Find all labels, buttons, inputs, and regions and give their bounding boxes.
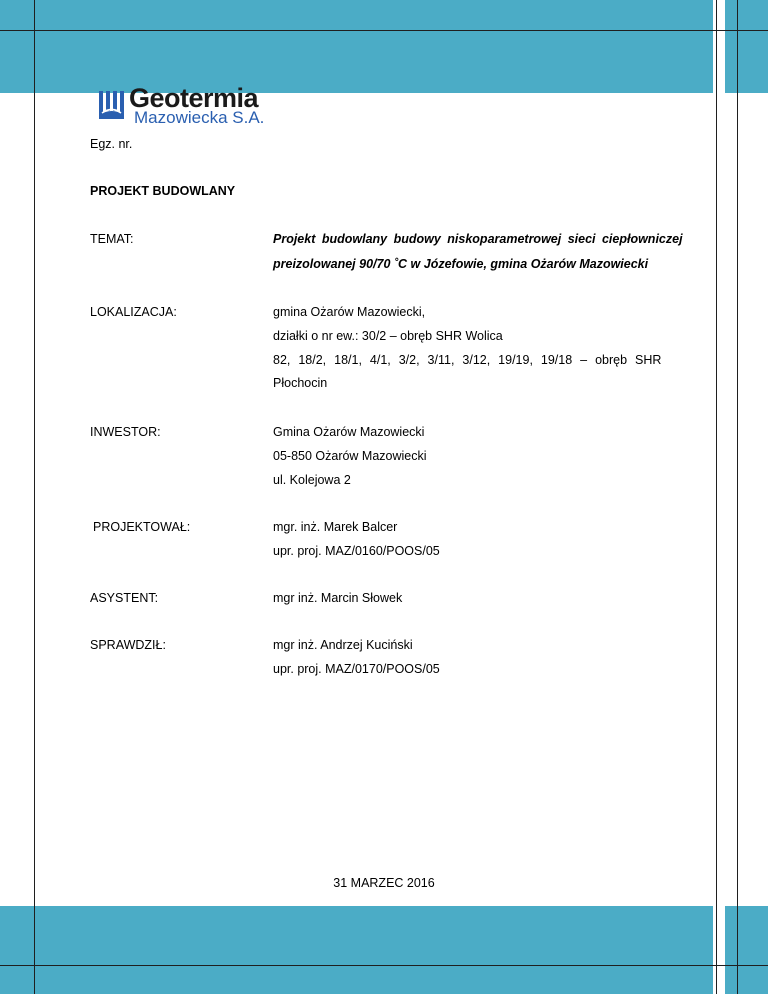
asystent-label: ASYSTENT: — [90, 591, 159, 605]
frame-line-top — [0, 30, 768, 31]
footer-band — [0, 906, 713, 994]
frame-line-left — [34, 0, 35, 994]
lokalizacja-line-1: gmina Ożarów Mazowiecki, — [273, 305, 426, 319]
projektowal-line-2: upr. proj. MAZ/0160/POOS/05 — [273, 544, 440, 558]
logo-subtitle: Mazowiecka S.A. — [134, 108, 265, 127]
header-band-right — [725, 0, 768, 93]
asystent-line-1: mgr inż. Marcin Słowek — [273, 591, 403, 605]
company-logo — [96, 83, 286, 129]
frame-line-right-outer — [737, 0, 738, 994]
temat-label: TEMAT: — [90, 232, 134, 246]
temat-text-1: Projekt budowlany budowy niskoparametrowej sieci ciepłowniczej — [273, 232, 683, 246]
lokalizacja-line-3: 82, 18/2, 18/1, 4/1, 3/2, 3/11, 3/12, 19/19, 19/18 – obręb SHR — [273, 353, 662, 367]
copy-number: Egz. nr. — [90, 137, 133, 151]
sprawdzil-line-2: upr. proj. MAZ/0170/POOS/05 — [273, 662, 440, 676]
temat-line-2: preizolowanej 90/70 ˚C w Józefowie, gmina Ożarów Mazowiecki — [273, 257, 649, 271]
footer-band-right — [725, 906, 768, 994]
document-date: 31 MARZEC 2016 — [333, 876, 435, 890]
lokalizacja-line-4: Płochocin — [273, 376, 328, 390]
logo-name: Geotermia — [129, 83, 259, 113]
header-band — [0, 0, 713, 93]
projektowal-label: PROJEKTOWAŁ: — [93, 520, 191, 534]
frame-line-right-inner — [716, 0, 717, 994]
inwestor-label: INWESTOR: — [90, 425, 161, 439]
document-type: PROJEKT BUDOWLANY — [90, 184, 236, 198]
inwestor-line-2: 05-850 Ożarów Mazowiecki — [273, 449, 427, 463]
inwestor-line-3: ul. Kolejowa 2 — [273, 473, 351, 487]
sprawdzil-label: SPRAWDZIŁ: — [90, 638, 166, 652]
temat-line-1 — [273, 232, 683, 246]
geotermia-logo-icon — [96, 89, 128, 121]
projektowal-line-1: mgr. inż. Marek Balcer — [273, 520, 398, 534]
inwestor-line-1: Gmina Ożarów Mazowiecki — [273, 425, 425, 439]
lokalizacja-line-2: działki o nr ew.: 30/2 – obręb SHR Wolica — [273, 329, 503, 343]
sprawdzil-line-1: mgr inż. Andrzej Kuciński — [273, 638, 413, 652]
lokalizacja-label: LOKALIZACJA: — [90, 305, 177, 319]
frame-line-bottom — [0, 965, 768, 966]
